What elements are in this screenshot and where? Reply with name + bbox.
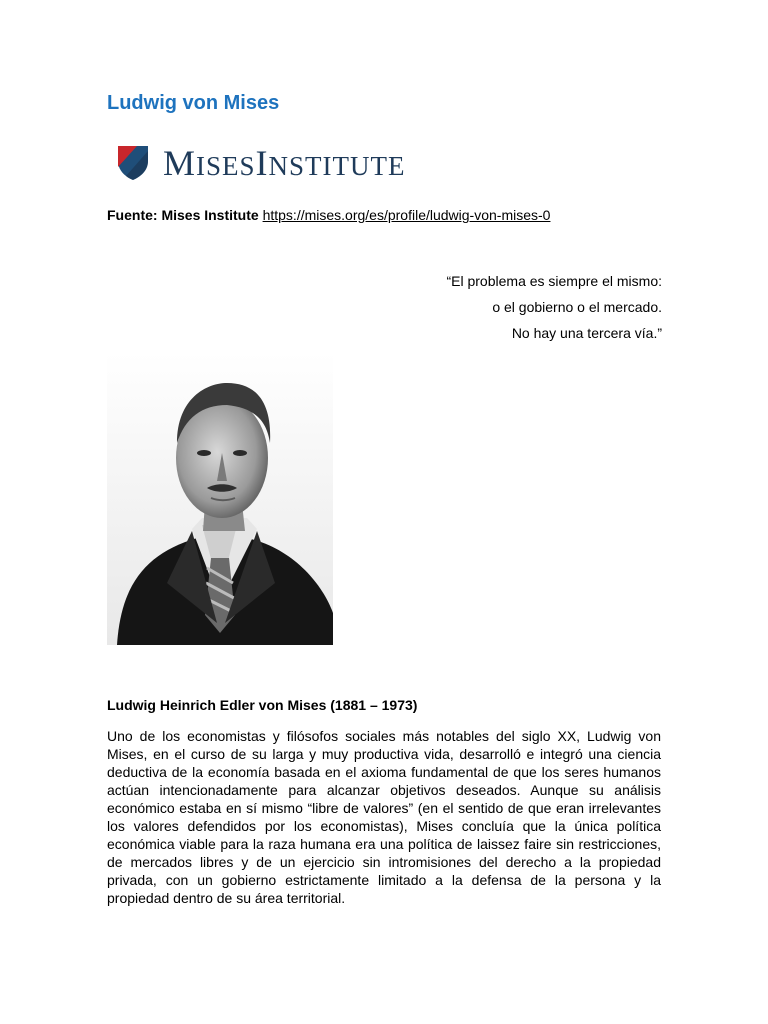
quote-block (446, 268, 662, 346)
page-title: Ludwig von Mises (107, 92, 280, 114)
quote-line: “El problema es siempre el mismo: (446, 273, 662, 289)
source-line (107, 207, 550, 223)
portrait-photo (107, 353, 333, 645)
source-label: Fuente: Mises Institute (107, 207, 259, 223)
source-link[interactable]: https://mises.org/es/profile/ludwig-von-mises-0 (262, 207, 551, 223)
quote-line: o el gobierno o el mercado. (492, 299, 662, 315)
mises-institute-logo (117, 143, 406, 183)
biography-paragraph: Uno de los economistas y filósofos sociales más notables del siglo XX, Ludwig von Mises, en el curso de su larga y muy productiva vida, desarrolló e integró una ciencia deductiva de la economía basada en el axioma fundamental de que los seres humanos actúan intencionadamente para alcanzar objetivos deseados. Aunque su análisis económico estaba en sí mismo “libre de valores” (en el sentido de que eran irrelevantes los valores defendidos por los economistas), Mises concluía que la única política económica viable para la raza humana era una política de laissez faire sin restricciones, de mercados libres y de un ejercicio sin intromisiones del derecho a la propiedad privada, con un gobierno estrictamente limitado a la defensa de la persona y la propiedad dentro de su área territorial. (107, 728, 661, 906)
quote-line: No hay una tercera vía.” (511, 325, 662, 341)
section-heading: Ludwig Heinrich Edler von Mises (1881 – 1973) (107, 697, 418, 713)
logo-wordmark: MISESINSTITUTE (163, 143, 406, 183)
shield-icon (117, 145, 149, 181)
